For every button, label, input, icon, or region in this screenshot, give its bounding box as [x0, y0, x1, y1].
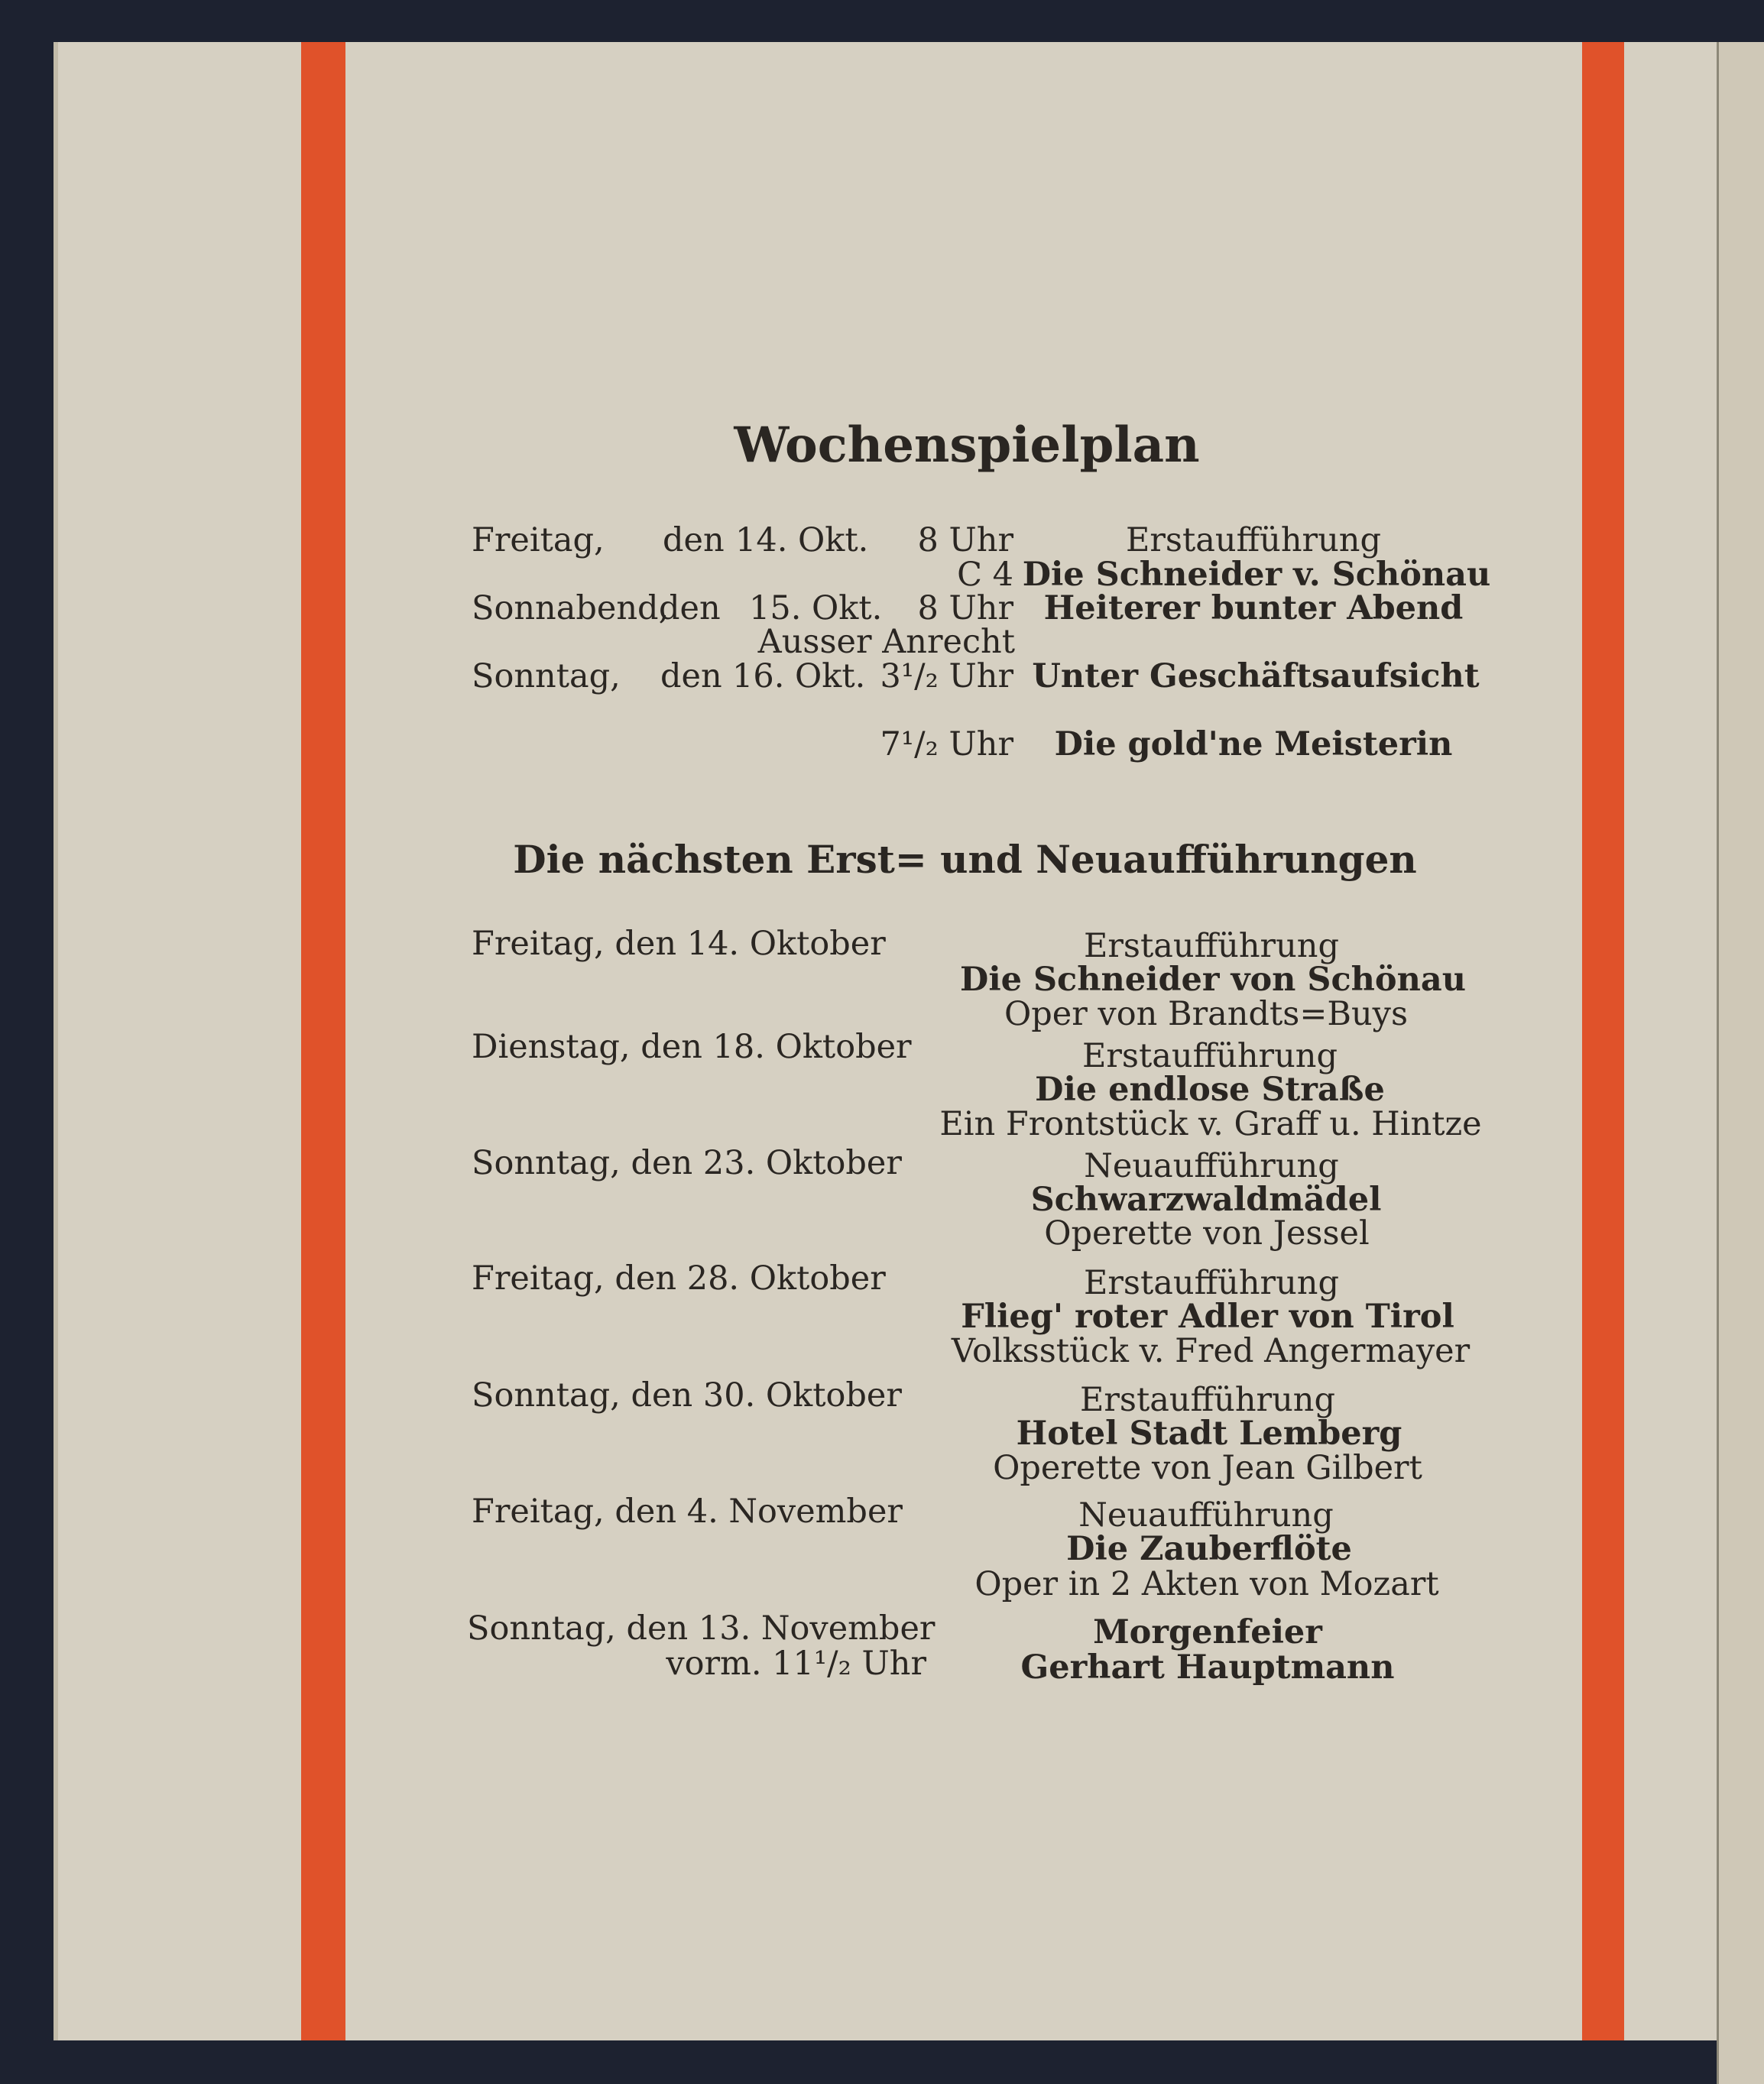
date: 16. Okt.	[732, 657, 866, 695]
play-title: Unter Geschäftsaufsicht	[1032, 657, 1480, 695]
day: Sonntag,	[472, 657, 621, 695]
play-title: Die Schneider von Schönau	[960, 961, 1466, 999]
right-orange-stripe	[1582, 42, 1624, 2040]
play-title: Die Zauberflöte	[1066, 1530, 1352, 1568]
subscription: Ausser Anrecht	[757, 623, 1015, 661]
den: den	[659, 589, 721, 627]
schedule-row	[0, 725, 1764, 767]
performance-type: Erstaufführung	[1125, 521, 1382, 559]
left-orange-stripe	[301, 42, 345, 2040]
schedule-row	[0, 521, 1764, 562]
date: 15. Okt.	[749, 589, 883, 627]
honoree-name: Gerhart Hauptmann	[1020, 1648, 1395, 1687]
date: Dienstag, den 18. Oktober	[472, 1028, 912, 1066]
performance-type: Erstaufführung	[1083, 927, 1340, 965]
time: 7¹/₂ Uhr	[880, 725, 1013, 763]
date: Freitag, den 4. November	[472, 1493, 903, 1531]
date: Sonntag, den 13. November	[467, 1609, 936, 1648]
schedule-row	[0, 556, 1764, 597]
den: den	[660, 657, 722, 695]
performance-type: Erstaufführung	[1081, 1037, 1338, 1075]
play-title: Die endlose Straße	[1035, 1071, 1385, 1109]
subscription: C 4	[957, 556, 1013, 594]
day: Freitag,	[472, 521, 605, 559]
day: Sonnabend,	[472, 589, 670, 627]
next-page-edge	[1717, 42, 1764, 2084]
play-title: Die gold'ne Meisterin	[1054, 725, 1453, 763]
play-title: Flieg' roter Adler von Tirol	[961, 1298, 1454, 1336]
page-title: Wochenspielplan	[734, 416, 1200, 474]
time: 8 Uhr	[917, 589, 1013, 627]
date: Sonntag, den 23. Oktober	[472, 1144, 902, 1182]
den: den	[663, 521, 725, 559]
time: 3¹/₂ Uhr	[880, 657, 1013, 695]
date: 14. Okt.	[735, 521, 869, 559]
performance-type: Erstaufführung	[1079, 1381, 1336, 1419]
play-title: Schwarzwaldmädel	[1030, 1181, 1382, 1219]
play-description: Oper von Brandts=Buys	[1004, 995, 1409, 1033]
play-description: Operette von Jessel	[1044, 1214, 1370, 1253]
play-description: Oper in 2 Akten von Mozart	[974, 1565, 1439, 1603]
play-title: Die Schneider v. Schönau	[1022, 556, 1491, 594]
play-title: Heiterer bunter Abend	[1043, 589, 1464, 627]
schedule-row	[0, 657, 1764, 698]
section-heading: Die nächsten Erst= und Neuaufführungen	[513, 837, 1417, 882]
date: Sonntag, den 30. Oktober	[472, 1376, 902, 1415]
performance-type: Neuaufführung	[1084, 1147, 1339, 1185]
time: 8 Uhr	[917, 521, 1013, 559]
date: Freitag, den 14. Oktober	[472, 925, 886, 963]
play-title: Morgenfeier	[1093, 1613, 1322, 1651]
play-description: Volksstück v. Fred Angermayer	[951, 1332, 1471, 1370]
performance-type: Erstaufführung	[1083, 1264, 1340, 1302]
date: Freitag, den 28. Oktober	[472, 1259, 886, 1298]
performance-type: Neuaufführung	[1078, 1496, 1334, 1535]
play-description: Operette von Jean Gilbert	[993, 1449, 1422, 1487]
play-description: Ein Frontstück v. Graff u. Hintze	[939, 1105, 1482, 1143]
time: vorm. 11¹/₂ Uhr	[666, 1645, 926, 1683]
play-title: Hotel Stadt Lemberg	[1016, 1415, 1402, 1453]
